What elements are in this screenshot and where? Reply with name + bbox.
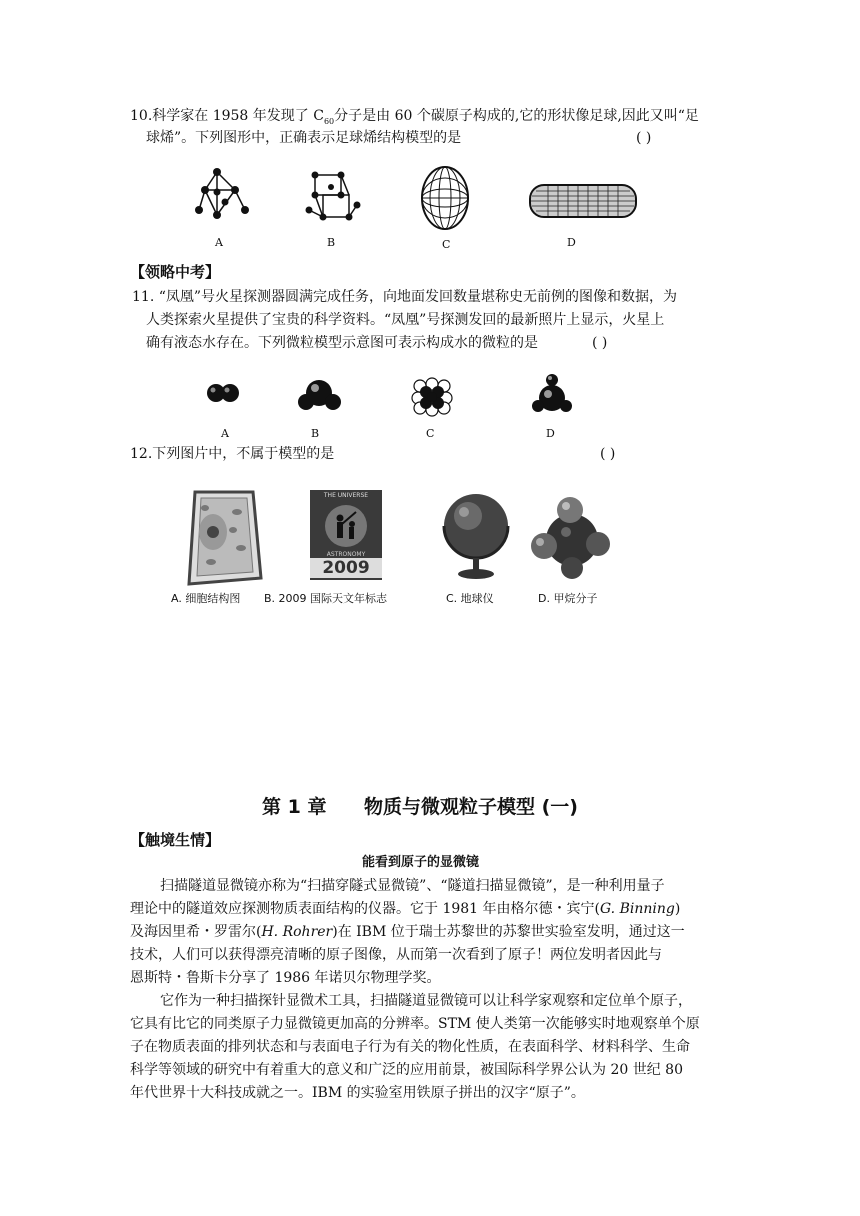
q11-option-d-label: D [546, 427, 555, 440]
particle-a-figure [205, 382, 241, 404]
q12-caption-d: D. 甲烷分子 [538, 592, 598, 605]
p1-line3-text: 及海因里希・罗雷尔( [130, 924, 262, 940]
article-p2-line1: 它作为一种扫描探针显微术工具，扫描隧道显微镜可以让科学家观察和定位单个原子， [160, 993, 692, 1009]
q12-number: 12. [130, 446, 153, 462]
article-p1-line3 [130, 922, 685, 942]
q12-line [130, 444, 334, 464]
p1-paren-close: ) [674, 901, 681, 917]
q11-option-b-label: B [311, 427, 320, 440]
molecule-b-figure [305, 165, 361, 230]
q10-number: 10. [130, 108, 153, 124]
q12-caption-b: B. 2009 国际天文年标志 [264, 592, 388, 605]
p1-name-binning: G. Binning [600, 901, 675, 917]
q10-text-pre: 科学家在 1958 年发现了 C [152, 108, 324, 124]
article-p2-line3: 子在物质表面的排列状态和与表面电子行为有关的物化性质，在表面科学、材料科学、生命 [130, 1039, 690, 1055]
section-heading-chujing: 【触境生情】 [130, 831, 221, 849]
q11-line3: 确有液态水存在。下列微粒模型示意图可表示构成水的微粒的是 [146, 335, 538, 351]
particle-d-figure [530, 372, 574, 416]
q11-option-c-label: C [426, 427, 435, 440]
methane-molecule-image [528, 494, 610, 580]
q11-answer-blank: ( ) [592, 335, 608, 351]
astronomy-year-logo [310, 490, 382, 580]
article-p2-line5: 年代世界十大科技成就之一。IBM 的实验室用铁原子拼出的汉字“原子”。 [130, 1085, 585, 1101]
p1-line3-rest: )在 IBM 位于瑞士苏黎世的苏黎世实验室发明，通过这一 [332, 924, 685, 940]
q11-line2: 人类探索火星提供了宝贵的科学资料。“凤凰”号探测发回的最新照片上显示，火星上 [146, 312, 665, 328]
article-p2-line4: 科学等领域的研究中有着重大的意义和广泛的应用前景，被国际科学界公认为 20 世纪 80 [130, 1062, 683, 1078]
q11-line1 [132, 287, 677, 307]
q12-caption-c: C. 地球仪 [446, 592, 494, 605]
article-p1-line1: 扫描隧道显微镜亦称为“扫描穿隧式显微镜”、“隧道扫描显微镜”，是一种利用量子 [160, 878, 665, 894]
q12-answer-blank: ( ) [600, 446, 616, 462]
q12-text: 下列图片中，不属于模型的是 [152, 446, 335, 462]
logo-figures-icon [322, 504, 370, 550]
q10-answer-blank: ( ) [636, 130, 652, 146]
article-title: 能看到原子的显微镜 [362, 855, 480, 870]
cell-structure-image [183, 488, 265, 588]
article-p1-line4: 技术，人们可以获得漂亮清晰的原子图像，从而第一次看到了原子！两位发明者因此与 [130, 947, 662, 963]
q12-caption-a: A. 细胞结构图 [171, 592, 241, 605]
q10-option-d-label: D [567, 236, 576, 249]
particle-c-figure [410, 376, 454, 416]
article-p2-line2: 它具有比它的同类原子力显微镜更加高的分辨率。STM 使人类第一次能够实时地观察单个原 [130, 1016, 700, 1032]
q10-line2: 球烯”。下列图形中，正确表示足球烯结构模型的是 [146, 130, 462, 146]
chapter-title: 物质与微观粒子模型 (一) [364, 796, 578, 818]
section-heading-zhongkao: 【领略中考】 [130, 263, 221, 281]
logo-mid-text: ASTRONOMY [326, 551, 366, 558]
logo-top-text: THE UNIVERSE [323, 492, 369, 499]
article-p1-line5: 恩斯特・鲁斯卡分享了 1986 年诺贝尔物理学奖。 [130, 970, 441, 986]
q11-line1-text: “凤凰”号火星探测器圆满完成任务，向地面发回数量堪称史无前例的图像和数据，为 [158, 289, 678, 305]
p1-name-rohrer: H. Rohrer [261, 924, 333, 940]
fullerene-c-figure [420, 165, 470, 231]
p1-line2-text: 理论中的隧道效应探测物质表面结构的仪器。它于 1981 年由格尔德・宾宁( [130, 901, 600, 917]
q10-option-b-label: B [327, 236, 336, 249]
logo-year: 2009 [310, 558, 382, 578]
particle-b-figure [296, 376, 342, 414]
chapter-number: 第 1 章 [262, 796, 327, 818]
globe-image [436, 488, 516, 584]
q10-text-post: 分子是由 60 个碳原子构成的,它的形状像足球,因此又叫“足 [334, 108, 699, 124]
q10-option-c-label: C [442, 238, 451, 251]
q10-subscript: 60 [323, 116, 335, 126]
q10-option-a-label: A [215, 236, 223, 249]
nanotube-d-figure [528, 183, 638, 219]
q11-number: 11. [132, 289, 155, 305]
article-p1-line2 [130, 899, 680, 919]
molecule-a-figure [195, 160, 255, 230]
q11-option-a-label: A [221, 427, 229, 440]
